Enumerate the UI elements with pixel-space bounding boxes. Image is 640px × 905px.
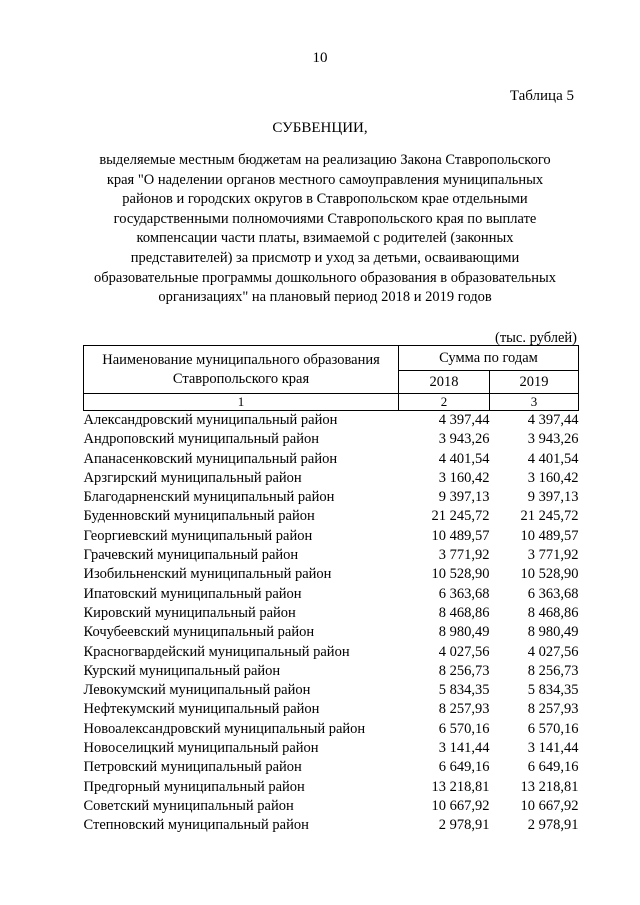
- column-index: 2: [399, 394, 490, 411]
- column-index: 3: [490, 394, 579, 411]
- value-2019: 10 667,92: [520, 797, 579, 814]
- table-label: Таблица 5: [509, 88, 574, 104]
- value-2019: 8 468,86: [527, 604, 579, 621]
- municipality-name: Нефтекумский муниципальный район: [83, 701, 320, 718]
- municipality-name: Новоселицкий муниципальный район: [83, 740, 319, 757]
- municipality-name: Степновский муниципальный район: [83, 817, 309, 834]
- value-2018: 3 943,26: [438, 431, 490, 448]
- table-row: [84, 585, 579, 604]
- subtitle-line: районов и городских округов в Ставропольском крае отдельными: [122, 191, 528, 208]
- table-row: [84, 739, 579, 758]
- value-2019: 3 160,42: [527, 469, 579, 486]
- value-2018: 3 160,42: [438, 469, 490, 486]
- table-row: [84, 565, 579, 584]
- value-2018: 4 397,44: [438, 412, 490, 428]
- table-row: [84, 778, 579, 797]
- value-2019: 9 397,13: [527, 489, 579, 506]
- municipality-name: Ипатовский муниципальный район: [83, 585, 302, 602]
- table-body: [84, 411, 579, 836]
- value-2018: 2 978,91: [438, 817, 490, 834]
- table-row: [84, 816, 579, 835]
- municipality-name: Петровский муниципальный район: [83, 759, 302, 776]
- value-2018: 3 771,92: [438, 547, 490, 564]
- subtitle-line: выделяемые местным бюджетам на реализацию Закона Ставропольского: [99, 152, 551, 168]
- value-2019: 6 649,16: [527, 759, 579, 776]
- units-label: (тыс. рублей): [495, 330, 577, 346]
- value-2018: 8 257,93: [438, 701, 490, 718]
- municipality-name: Арзгирский муниципальный район: [83, 469, 302, 486]
- document-subtitle: [85, 151, 565, 308]
- table-row: [84, 623, 579, 642]
- value-2018: 4 401,54: [438, 450, 490, 467]
- table-row: [84, 720, 579, 739]
- municipality-name: Апанасенковский муниципальный район: [83, 450, 338, 467]
- value-2018: 10 528,90: [431, 566, 490, 583]
- value-2018: 4 027,56: [438, 643, 490, 660]
- subtitle-line: представителей) за присмотр и уход за детьми, осваивающими: [130, 249, 520, 266]
- value-2019: 10 528,90: [520, 566, 579, 583]
- value-2019: 6 570,16: [527, 720, 579, 737]
- value-2018: 3 141,44: [438, 740, 490, 757]
- value-2019: 8 257,93: [527, 701, 579, 718]
- table-row: [84, 411, 579, 431]
- header-year-2019: 2019: [490, 371, 579, 394]
- value-2019: 4 027,56: [527, 643, 579, 660]
- value-2018: 8 256,73: [438, 662, 490, 679]
- value-2018: 5 834,35: [438, 682, 490, 699]
- municipality-name: Предгорный муниципальный район: [83, 778, 305, 795]
- municipality-name: Андроповский муниципальный район: [83, 431, 319, 448]
- table-row: [84, 643, 579, 662]
- table-row: [84, 758, 579, 777]
- municipality-name: Буденновский муниципальный район: [83, 508, 315, 525]
- municipality-name: Красногвардейский муниципальный район: [83, 643, 350, 660]
- municipality-name: Новоалександровский муниципальный район: [83, 720, 366, 737]
- table-row: [84, 430, 579, 449]
- value-2019: 4 397,44: [527, 412, 579, 428]
- value-2018: 8 980,49: [438, 624, 490, 641]
- municipality-name: Кочубеевский муниципальный район: [83, 624, 315, 641]
- value-2019: 10 489,57: [520, 527, 579, 544]
- subventions-table: [83, 345, 579, 836]
- table-row: [84, 681, 579, 700]
- column-index: 1: [84, 394, 399, 411]
- municipality-name: Советский муниципальный район: [83, 797, 294, 814]
- subtitle-line: края "О наделении органов местного самоуправления муниципальных: [106, 171, 544, 188]
- value-2019: 21 245,72: [520, 508, 579, 525]
- value-2019: 3 943,26: [527, 431, 579, 448]
- municipality-name: Благодарненский муниципальный район: [83, 489, 335, 506]
- subtitle-line: образовательные программы дошкольного образования в образовательных: [93, 269, 557, 286]
- table-row: [84, 604, 579, 623]
- value-2018: 10 489,57: [431, 527, 490, 544]
- municipality-name: Кировский муниципальный район: [83, 604, 296, 621]
- document-title: СУБВЕНЦИИ,: [272, 120, 368, 136]
- municipality-name: Левокумский муниципальный район: [83, 682, 311, 699]
- value-2019: 6 363,68: [527, 585, 579, 602]
- value-2018: 8 468,86: [438, 604, 490, 621]
- value-2019: 4 401,54: [527, 450, 579, 467]
- value-2018: 6 649,16: [438, 759, 490, 776]
- table-header: [84, 346, 579, 411]
- subtitle-line: организациях" на плановый период 2018 и 2019 годов: [158, 289, 492, 306]
- municipality-name: Александровский муниципальный район: [83, 412, 338, 428]
- table-row: [84, 797, 579, 816]
- value-2019: 2 978,91: [527, 817, 579, 834]
- table-row: [84, 507, 579, 526]
- table-row: [84, 546, 579, 565]
- subtitle-line: компенсации части платы, взимаемой с родителей (законных: [136, 230, 514, 247]
- municipality-name: Георгиевский муниципальный район: [83, 527, 313, 544]
- value-2019: 8 980,49: [527, 624, 579, 641]
- value-2019: 8 256,73: [527, 662, 579, 679]
- value-2019: 3 771,92: [527, 547, 579, 564]
- page-number: 10: [312, 50, 328, 66]
- table-row: [84, 527, 579, 546]
- value-2018: 9 397,13: [438, 489, 490, 506]
- table-row: [84, 488, 579, 507]
- subtitle-line: государственными полномочиями Ставропольского края по выплате: [113, 210, 537, 227]
- municipality-name: Грачевский муниципальный район: [83, 547, 299, 564]
- municipality-name: Изобильненский муниципальный район: [83, 566, 332, 583]
- table-row: [84, 662, 579, 681]
- header-sum-by-years: Сумма по годам: [399, 346, 579, 371]
- value-2019: 13 218,81: [520, 778, 579, 795]
- value-2019: 3 141,44: [527, 740, 579, 757]
- table-row: [84, 700, 579, 719]
- value-2018: 10 667,92: [431, 797, 490, 814]
- table-row: [84, 469, 579, 488]
- value-2019: 5 834,35: [527, 682, 579, 699]
- value-2018: 21 245,72: [431, 508, 490, 525]
- table-row: [84, 450, 579, 469]
- header-year-2018: 2018: [399, 371, 490, 394]
- value-2018: 6 570,16: [438, 720, 490, 737]
- value-2018: 6 363,68: [438, 585, 490, 602]
- header-municipality: Наименование муниципального образования Ставропольского края: [84, 346, 399, 394]
- municipality-name: Курский муниципальный район: [83, 662, 281, 679]
- value-2018: 13 218,81: [431, 778, 490, 795]
